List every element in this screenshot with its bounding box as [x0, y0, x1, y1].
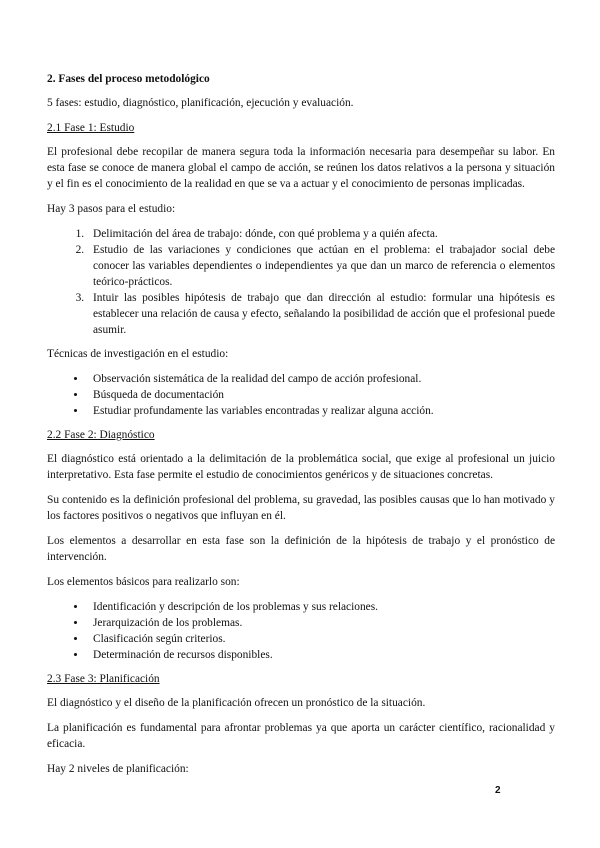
phase3-paragraph-1: El diagnóstico y el diseño de la planificación ofrecen un pronóstico de la situación. — [47, 697, 426, 709]
list-item: • Determinación de recursos disponibles. — [87, 647, 555, 663]
section-heading: 2. Fases del proceso metodológico — [47, 73, 210, 85]
list-item: 2. Estudio de las variaciones y condiciones que actúan en el problema: el trabajador social debe conocer las variables dependientes o independientes ya que dan un marco de referencia o elementos teórico-prácticos. — [87, 242, 555, 290]
phase1-paragraph: El profesional debe recopilar de manera segura toda la información necesaria para desempeñar su labor. En esta fase se conoce de manera global el campo de acción, se reúnen los datos relativos a la persona y situación y el fin es el conocimiento de la realidad en que se va a actuar y el conocimiento de personas implicadas. — [47, 146, 555, 190]
page-content — [47, 71, 555, 786]
phase2-paragraph-1: El diagnóstico está orientado a la delimitación de la problemática social, que exige al profesional un juicio interpretativo. Esta fase permite el estudio de conocimientos genéricos y de situaciones concretas. — [47, 453, 555, 481]
phase1-title: 2.1 Fase 1: Estudio — [47, 122, 135, 134]
phase3-paragraph-3: Hay 2 niveles de planificación: — [47, 763, 189, 775]
phase1-techniques-intro: Técnicas de investigación en el estudio: — [47, 348, 229, 360]
phase1-steps-list — [47, 226, 555, 338]
list-item: • Búsqueda de documentación — [87, 387, 555, 403]
phase2-basics-list — [47, 599, 555, 663]
list-item: • Observación sistemática de la realidad del campo de acción profesional. — [87, 371, 555, 387]
list-item: • Identificación y descripción de los problemas y sus relaciones. — [87, 599, 555, 615]
phase3-paragraph-2: La planificación es fundamental para afrontar problemas ya que aporta un carácter científico, racionalidad y eficacia. — [47, 722, 555, 750]
list-item: • Jerarquización de los problemas. — [87, 615, 555, 631]
phase3-title: 2.3 Fase 3: Planificación — [47, 673, 160, 685]
phase2-title: 2.2 Fase 2: Diagnóstico — [47, 429, 155, 441]
list-item: 1. Delimitación del área de trabajo: dónde, con qué problema y a quién afecta. — [87, 226, 555, 242]
phase2-basics-intro: Los elementos básicos para realizarlo son: — [47, 576, 240, 588]
phase1-techniques-list — [47, 371, 555, 419]
phase1-steps-intro: Hay 3 pasos para el estudio: — [47, 203, 176, 215]
list-item: • Estudiar profundamente las variables encontradas y realizar alguna acción. — [87, 403, 555, 419]
page-number: 2 — [495, 785, 501, 796]
phase2-paragraph-2: Su contenido es la definición profesional del problema, su gravedad, las posibles causas que lo han motivado y los factores positivos o negativos que influyan en él. — [47, 494, 555, 522]
phase2-paragraph-3: Los elementos a desarrollar en esta fase son la definición de la hipótesis de trabajo y el pronóstico de intervención. — [47, 535, 555, 563]
list-item: • Clasificación según criterios. — [87, 631, 555, 647]
list-item: 3. Intuir las posibles hipótesis de trabajo que dan dirección al estudio: formular una hipótesis es establecer una relación de causa y efecto, señalando la posibilidad de acción que el profesional puede asumir. — [87, 290, 555, 338]
intro-paragraph: 5 fases: estudio, diagnóstico, planificación, ejecución y evaluación. — [47, 97, 354, 109]
